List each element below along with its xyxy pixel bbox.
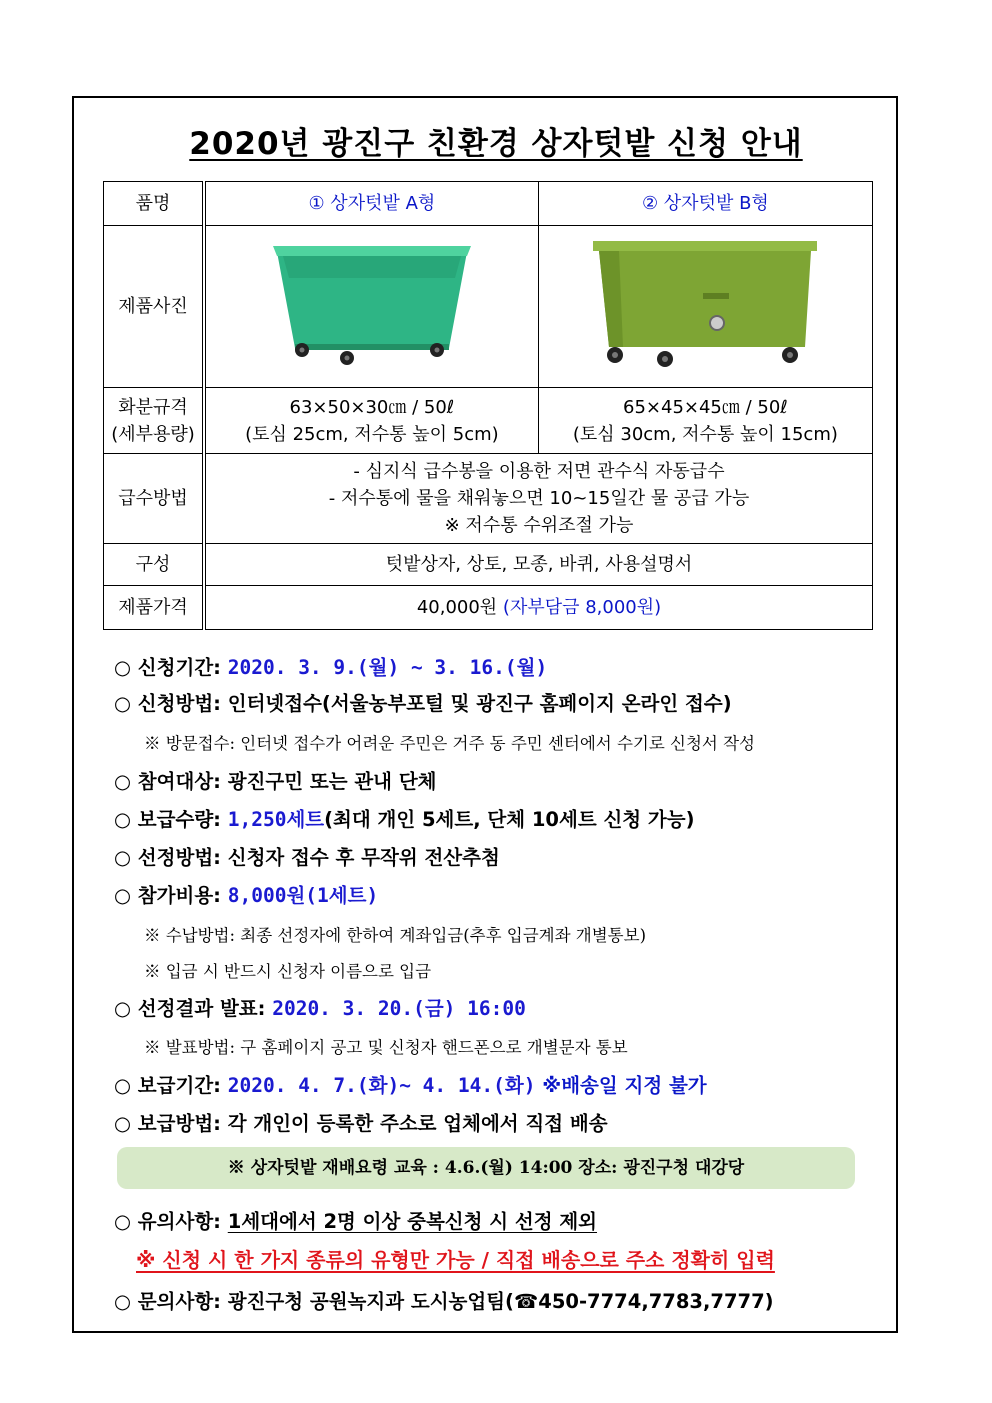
price-value: 40,000원 (자부담금 8,000원): [204, 586, 873, 630]
education-notice: ※ 상자텃밭 재배요령 교육 : 4.6.(월) 14:00 장소: 광진구청 대강당: [117, 1147, 855, 1189]
list-item: ○ 신청방법: 인터넷접수(서울농부포털 및 광진구 홈페이지 온라인 접수): [114, 692, 732, 715]
label-name: 품명: [104, 182, 205, 226]
label-price: 제품가격: [104, 586, 205, 630]
table-row: [104, 454, 873, 544]
label-composition: 구성: [104, 544, 205, 586]
table-row: [104, 544, 873, 586]
warning-text: ※ 신청 시 한 가지 종류의 유형만 가능 / 직접 배송으로 주소 정확히 입력: [136, 1248, 775, 1272]
page-title: 2020년 광진구 친환경 상자텃밭 신청 안내: [189, 126, 803, 162]
list-note: ※ 수납방법: 최종 선정자에 한하여 계좌입금(추후 입금계좌 개별통보): [144, 926, 647, 945]
caution-item: ○ 유의사항: 1세대에서 2명 이상 중복신청 시 선정 제외: [114, 1210, 598, 1233]
product-a-size: 63×50×30㎝ / 50ℓ (토심 25cm, 저수통 높이 5cm): [204, 388, 538, 454]
list-item: ○ 참여대상: 광진구민 또는 관내 단체: [114, 770, 437, 793]
table-row: [104, 182, 873, 226]
product-a-photo: [204, 226, 538, 388]
list-item: ○ 신청기간: 2020. 3. 9.(월) ~ 3. 16.(월): [114, 656, 548, 679]
table-row: [104, 388, 873, 454]
list-note: ※ 방문접수: 인터넷 접수가 어려운 주민은 거주 동 주민 센터에서 수기로 신청서 작성: [144, 734, 755, 753]
product-a-name: ① 상자텃밭 A형: [204, 182, 538, 226]
list-note: ※ 입금 시 반드시 신청자 이름으로 입금: [144, 962, 432, 981]
product-b-name: ② 상자텃밭 B형: [538, 182, 872, 226]
product-table: [103, 181, 873, 630]
table-row: [104, 226, 873, 388]
label-size: 화분규격 (세부용량): [104, 388, 205, 454]
list-item: ○ 보급방법: 각 개인이 등록한 주소로 업체에서 직접 배송: [114, 1112, 608, 1135]
list-item: ○ 보급기간: 2020. 4. 7.(화)~ 4. 14.(화) ※배송일 지정 불가: [114, 1074, 707, 1097]
list-item: ○ 선정방법: 신청자 접수 후 무작위 전산추첨: [114, 846, 500, 869]
list-item: ○ 선정결과 발표: 2020. 3. 20.(금) 16:00: [114, 997, 526, 1020]
planter-a-image: [267, 238, 477, 368]
table-row: [104, 586, 873, 630]
label-photo: 제품사진: [104, 226, 205, 388]
product-b-photo: [538, 226, 872, 388]
label-water: 급수방법: [104, 454, 205, 544]
list-item: ○ 참가비용: 8,000원(1세트): [114, 884, 379, 907]
composition-value: 텃밭상자, 상토, 모종, 바퀴, 사용설명서: [204, 544, 873, 586]
list-note: ※ 발표방법: 구 홈페이지 공고 및 신청자 핸드폰으로 개별문자 통보: [144, 1038, 628, 1057]
water-method: - 심지식 급수봉을 이용한 저면 관수식 자동급수 - 저수통에 물을 채워놓으면 10~15일간 물 공급 가능 ※ 저수통 수위조절 가능: [204, 454, 873, 544]
product-b-size: 65×45×45㎝ / 50ℓ (토심 30cm, 저수통 높이 15cm): [538, 388, 872, 454]
contact-item: ○ 문의사항: 광진구청 공원녹지과 도시농업팀(☎450-7774,7783,7777): [114, 1290, 774, 1313]
planter-b-image: [585, 235, 825, 370]
list-item: ○ 보급수량: 1,250세트(최대 개인 5세트, 단체 10세트 신청 가능): [114, 808, 695, 831]
